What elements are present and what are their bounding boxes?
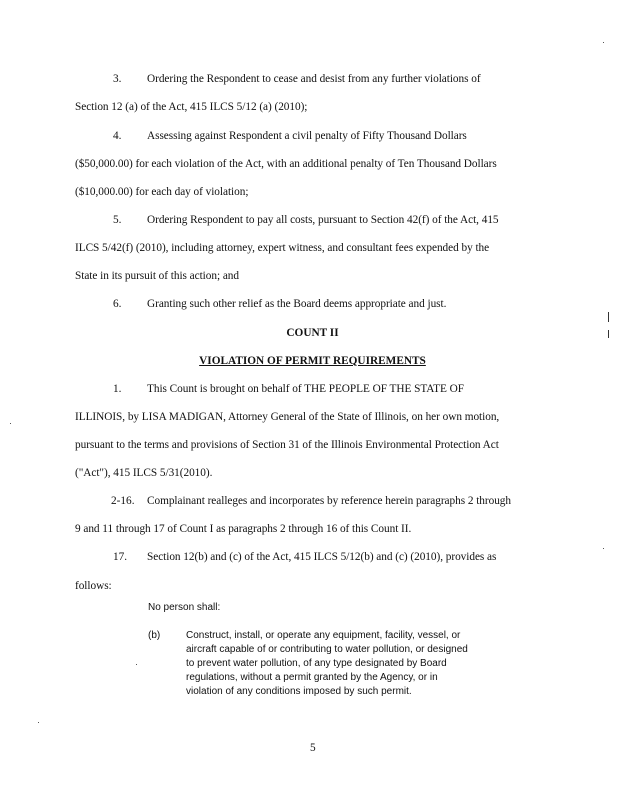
para-1-line-2: ILLINOIS, by LISA MADIGAN, Attorney General of the State of Illinois, on her own motion,: [75, 411, 500, 423]
item-4-line-2: ($50,000.00) for each violation of the Act, with an additional penalty of Ten Thousand Dollars: [75, 158, 497, 170]
para-17-line-2: follows:: [75, 580, 112, 592]
para-1-line-1: This Count is brought on behalf of THE PEOPLE OF THE STATE OF: [147, 383, 464, 395]
quote-line-2: aircraft capable of or contributing to water pollution, or designed: [186, 644, 468, 655]
scan-artifact-dot: [10, 423, 11, 424]
scan-artifact-mark: [608, 330, 609, 338]
scan-artifact-dot: [603, 42, 604, 43]
item-5-line-2: ILCS 5/42(f) (2010), including attorney, expert witness, and consultant fees expended by the: [75, 242, 490, 254]
quote-intro: No person shall:: [148, 602, 221, 613]
count-subtitle: VIOLATION OF PERMIT REQUIREMENTS: [199, 355, 426, 367]
item-5-line-1: Ordering Respondent to pay all costs, pursuant to Section 42(f) of the Act, 415: [147, 214, 499, 226]
scan-artifact-dot: [603, 548, 604, 549]
scan-artifact-mark: [608, 312, 609, 322]
item-4-line-3: ($10,000.00) for each day of violation;: [75, 186, 249, 198]
para-1-number: 1.: [113, 383, 122, 395]
para-2-16-line-2: 9 and 11 through 17 of Count I as paragraphs 2 through 16 of this Count II.: [75, 523, 412, 535]
item-3-line-2: Section 12 (a) of the Act, 415 ILCS 5/12 (a) (2010);: [75, 101, 308, 113]
para-1-line-3: pursuant to the terms and provisions of Section 31 of the Illinois Environmental Protection Act: [75, 439, 499, 451]
item-5-number: 5.: [113, 214, 122, 226]
quote-line-3: to prevent water pollution, of any type designated by Board: [186, 658, 447, 669]
quote-line-5: violation of any conditions imposed by such permit.: [186, 686, 412, 697]
para-1-line-4: ("Act"), 415 ILCS 5/31(2010).: [75, 467, 213, 479]
para-2-16-number: 2-16.: [111, 495, 135, 507]
item-4-line-1: Assessing against Respondent a civil penalty of Fifty Thousand Dollars: [147, 130, 467, 142]
item-3-number: 3.: [113, 73, 122, 85]
para-17-number: 17.: [113, 551, 128, 563]
quote-line-1: Construct, install, or operate any equipment, facility, vessel, or: [186, 630, 461, 641]
scan-artifact-dot: [136, 664, 137, 665]
item-3-line-1: Ordering the Respondent to cease and desist from any further violations of: [147, 73, 481, 85]
page-number: 5: [310, 742, 316, 754]
para-17-line-1: Section 12(b) and (c) of the Act, 415 ILCS 5/12(b) and (c) (2010), provides as: [147, 551, 497, 563]
scan-artifact-dot: [38, 722, 39, 723]
count-title: COUNT II: [286, 327, 339, 339]
quote-label: (b): [148, 630, 161, 641]
item-5-line-3: State in its pursuit of this action; and: [75, 270, 239, 282]
item-6-line-1: Granting such other relief as the Board deems appropriate and just.: [147, 298, 447, 310]
item-6-number: 6.: [113, 298, 122, 310]
item-4-number: 4.: [113, 130, 122, 142]
quote-line-4: regulations, without a permit granted by the Agency, or in: [186, 672, 438, 683]
para-2-16-line-1: Complainant realleges and incorporates by reference herein paragraphs 2 through: [147, 495, 511, 507]
